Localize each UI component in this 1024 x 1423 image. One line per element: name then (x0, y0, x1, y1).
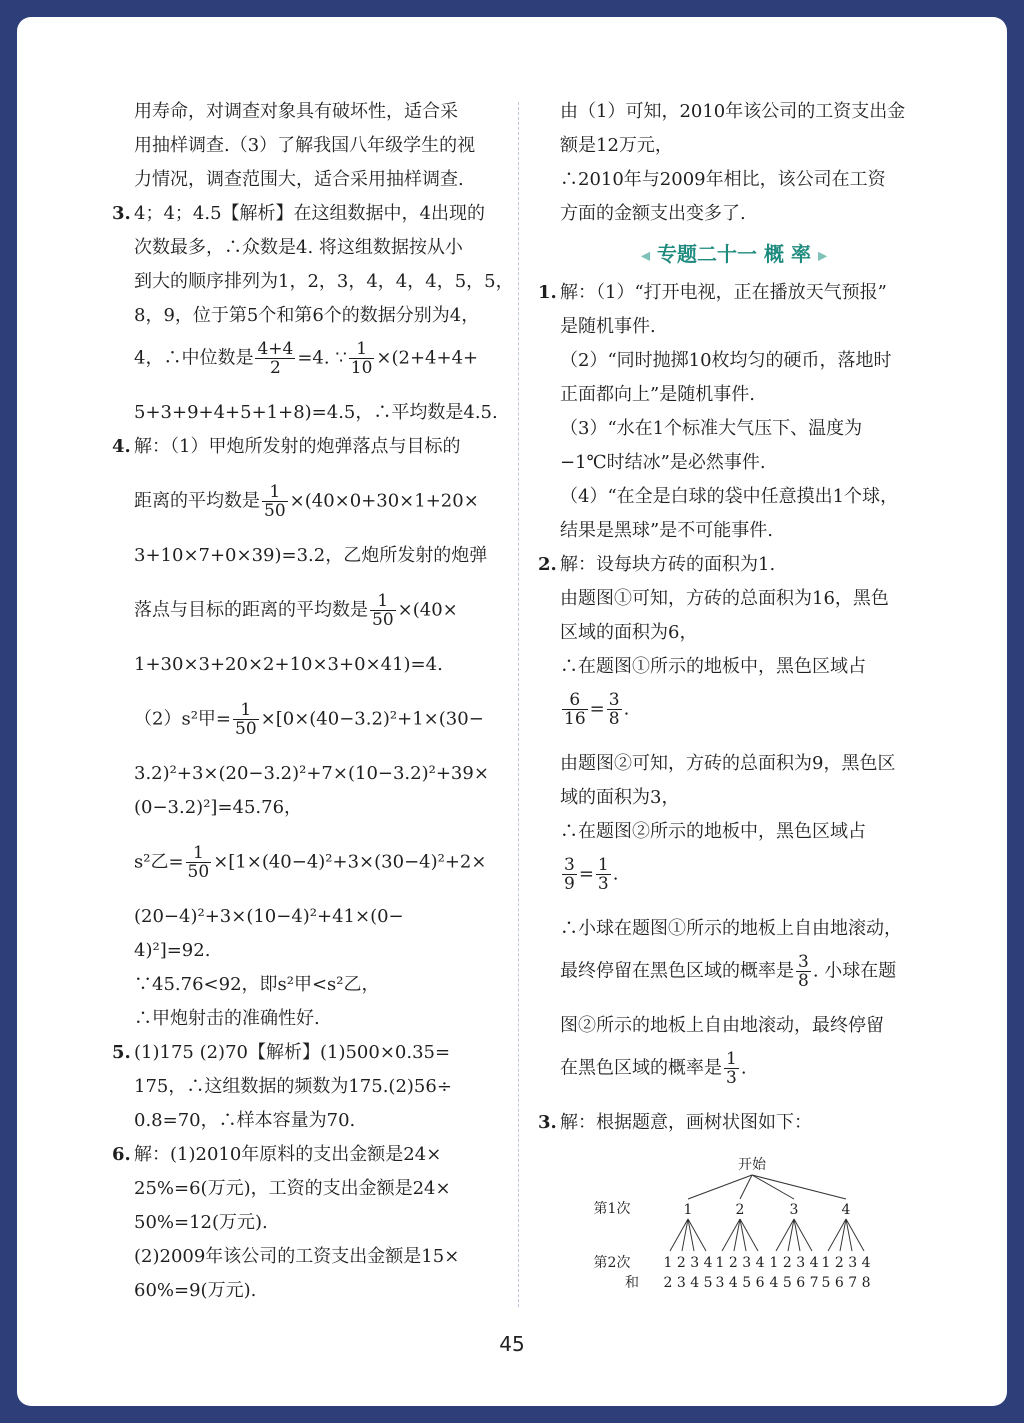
fraction-line: $\frac{3}{9}$ = $\frac{1}{3}$ . (564, 855, 619, 894)
tree-diagram (538, 1147, 930, 1291)
left-column (112, 101, 514, 1315)
tree-sum-2: 3 4 5 6 (715, 1275, 765, 1291)
text-line: ∵45.76<92，即s²甲<s²乙， (134, 974, 380, 995)
text-line-with-fraction: 落点与目标的距离的平均数是 $\frac{1}{50}$ ×(40× (134, 591, 458, 630)
tree-branch (688, 1175, 752, 1199)
text-line: 域的面积为3， (560, 787, 680, 808)
text-line: （3）“水在1个标准大气压下、温度为 (560, 418, 863, 439)
text-line: 力情况，调查范围大，适合采用抽样调查. (134, 169, 464, 190)
problem-1: 1. 解：（1）“打开电视，正在播放天气预报” (538, 282, 887, 303)
tree-second-4: 1 2 3 4 (821, 1255, 871, 1271)
fraction: $\frac{1}{10}$ (350, 339, 373, 378)
text-line: ∴小球在题图①所示的地板上自由地滚动， (560, 918, 902, 939)
tree-row2-label: 第2次 (593, 1255, 631, 1271)
question-6: 6. 解：(1)2010年原料的支出金额是24× (112, 1144, 442, 1165)
fraction: $\frac{1}{3}$ (597, 855, 609, 894)
text-line: 由题图②可知，方砖的总面积为9，黑色区 (560, 753, 896, 774)
text-line: 结果是黑球”是不可能事件. (560, 520, 773, 541)
tree-svg (538, 1147, 930, 1307)
text-line: 方面的金额支出变多了. (560, 203, 746, 224)
question-4: 4. 解：（1）甲炮所发射的炮弹落点与目标的 (112, 436, 461, 457)
fraction: $\frac{1}{50}$ (372, 591, 394, 630)
text-line: 175，∴这组数据的频数为175.(2)56÷ (134, 1076, 452, 1097)
fraction: $\frac{1}{50}$ (264, 482, 286, 521)
tree-row3-label: 和 (625, 1275, 639, 1291)
tree-first-4: 4 (841, 1202, 851, 1218)
tree-sum-3: 4 5 6 7 (769, 1275, 819, 1291)
page-number: 45 (499, 1332, 525, 1356)
fraction: $\frac{1}{50}$ (235, 700, 257, 739)
text-line: （4）“在全是白球的袋中任意摸出1个球， (560, 486, 899, 507)
text-line: 8，9，位于第5个和第6个的数据分别为4， (134, 305, 480, 326)
tree-branch (752, 1175, 794, 1199)
text-line-with-fraction: （2）s²甲= $\frac{1}{50}$ ×[0×(40−3.2)²+1×(30− (134, 700, 484, 739)
text-line: 25%=6(万元)，工资的支出金额是24× (134, 1178, 451, 1199)
fraction-line: $\frac{6}{16}$ = $\frac{3}{8}$ . (564, 690, 630, 729)
fraction: $\frac{6}{16}$ (564, 690, 586, 729)
text-line: 60%=9(万元). (134, 1280, 257, 1301)
text-line: （2）“同时抛掷10枚均匀的硬币，落地时 (560, 350, 892, 371)
text-line: 正面都向上”是随机事件. (560, 384, 755, 405)
text-line: 次数最多，∴众数是4. 将这组数据按从小 (134, 237, 463, 258)
text-line: 5+3+9+4+5+1+8)=4.5，∴平均数是4.5. (134, 402, 498, 423)
text-line-with-fraction: s²乙= $\frac{1}{50}$ ×[1×(40−4)²+3×(30−4)²+2× (134, 843, 487, 882)
text-line: ∴2010年与2009年相比，该公司在工资 (560, 169, 886, 190)
text-line: 图②所示的地板上自由地滚动，最终停留 (560, 1015, 884, 1036)
text-line-with-fraction: 在黑色区域的概率是 $\frac{1}{3}$ . (560, 1049, 747, 1088)
tree-start: 开始 (738, 1157, 766, 1173)
right-arrow-icon: ▶ (817, 248, 828, 263)
text-line: 区域的面积为6， (560, 622, 698, 643)
text-line: (0−3.2)²]=45.76， (134, 797, 303, 818)
tree-second-1: 1 2 3 4 (663, 1255, 713, 1271)
text-line-with-fraction: 距离的平均数是 $\frac{1}{50}$ ×(40×0+30×1+20× (134, 482, 479, 521)
text-line: ∴甲炮射击的准确性好. (134, 1008, 320, 1029)
fraction: $\frac{3}{8}$ (608, 690, 620, 729)
text-line: 4)²]=92. (134, 940, 211, 961)
tree-second-3: 1 2 3 4 (769, 1255, 819, 1271)
text-line: 1+30×3+20×2+10×3+0×41)=4. (134, 654, 443, 675)
column-divider (518, 102, 519, 1307)
text-line-with-fraction: 最终停留在黑色区域的概率是 $\frac{3}{8}$ . 小球在题 (560, 952, 897, 991)
question-5: 5. (1)175 (2)70【解析】(1)500×0.35= (112, 1042, 451, 1063)
text-line: 50%=12(万元). (134, 1212, 268, 1233)
text-line-with-fraction: 4，∴中位数是 $\frac{4+4}{2}$ =4. ∵ $\frac{1}{10}$ ×(2+4+4+ (134, 339, 479, 378)
section-title: ◀ 专题二十一 概 率 ▶ (640, 242, 828, 266)
tree-first-2: 2 (735, 1202, 745, 1218)
text-line: ∴在题图②所示的地板中，黑色区域占 (560, 821, 866, 842)
fraction: $\frac{3}{9}$ (564, 855, 575, 894)
text-line: −1℃时结冰”是必然事件. (560, 452, 766, 473)
text-line: 用寿命，对调查对象具有破坏性，适合采 (134, 101, 458, 122)
text-line: (20−4)²+3×(10−4)²+41×(0− (134, 906, 404, 927)
fraction: $\frac{3}{8}$ (798, 952, 809, 991)
text-line: 是随机事件. (560, 316, 656, 337)
fraction: $\frac{1}{50}$ (187, 843, 210, 882)
tree-row1-label: 第1次 (593, 1201, 631, 1217)
tree-first-3: 3 (789, 1202, 799, 1218)
right-column (538, 101, 930, 1291)
text-line: 用抽样调查.（3）了解我国八年级学生的视 (134, 135, 476, 156)
text-line: 额是12万元， (560, 135, 673, 156)
problem-3: 3. 解：根据题意，画树状图如下： (538, 1112, 812, 1133)
text-line: (2)2009年该公司的工资支出金额是15× (134, 1246, 460, 1267)
question-3: 3. 4；4；4.5【解析】在这组数据中，4出现的 (112, 203, 485, 224)
tree-branch (752, 1175, 846, 1199)
text-line: ∴在题图①所示的地板中，黑色区域占 (560, 656, 866, 677)
text-line: 由（1）可知，2010年该公司的工资支出金 (560, 101, 906, 122)
tree-sum-4: 5 6 7 8 (821, 1275, 871, 1291)
left-arrow-icon: ◀ (640, 248, 651, 263)
problem-2: 2. 解：设每块方砖的面积为1. (538, 554, 776, 575)
text-line: 0.8=70，∴样本容量为70. (134, 1110, 356, 1131)
tree-first-1: 1 (683, 1202, 693, 1218)
fraction: $\frac{4+4}{2}$ (257, 339, 294, 378)
text-line: 到大的顺序排列为1，2，3，4，4，4，5，5， (134, 271, 514, 292)
fraction: $\frac{1}{3}$ (726, 1049, 737, 1088)
tree-sum-1: 2 3 4 5 (663, 1275, 713, 1291)
text-line: 3+10×7+0×39)=3.2，乙炮所发射的炮弹 (134, 545, 488, 566)
text-line: 由题图①可知，方砖的总面积为16，黑色 (560, 588, 889, 609)
tree-second-2: 1 2 3 4 (715, 1255, 765, 1271)
text-line: 3.2)²+3×(20−3.2)²+7×(10−3.2)²+39× (134, 763, 489, 784)
